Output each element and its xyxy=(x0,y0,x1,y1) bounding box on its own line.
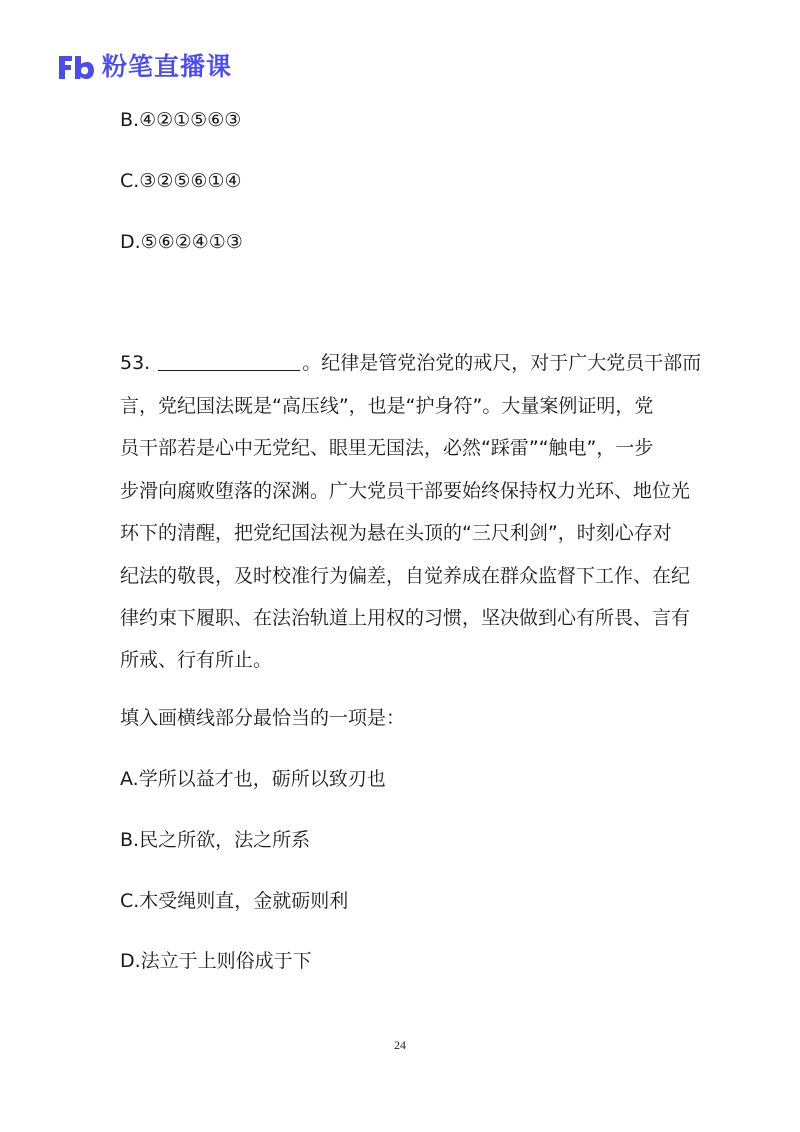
question-line-3: 员干部若是心中无党纪、眼里无国法，必然“踩雷”“触电”，一步 xyxy=(120,437,654,459)
prev-option-c: C.③②⑤⑥①④ xyxy=(120,170,242,192)
page-number: 24 xyxy=(394,1038,406,1052)
question-line-5: 环下的清醒，把党纪国法视为悬在头顶的“三尺利剑”，时刻心存对 xyxy=(120,522,672,544)
prev-option-d: D.⑤⑥②④①③ xyxy=(120,231,243,253)
question-line-6: 纪法的敬畏，及时校准行为偏差，自觉养成在群众监督下工作、在纪 xyxy=(120,565,691,587)
prev-option-b: B.④②①⑤⑥③ xyxy=(120,109,242,131)
brand-logo xyxy=(56,52,232,82)
question-text-1: 。纪律是管党治党的戒尺，对于广大党员干部而 xyxy=(302,352,702,374)
question-number: 53. xyxy=(120,352,151,374)
answer-blank xyxy=(158,369,300,371)
option-a: A.学所以益才也，砺所以致刃也 xyxy=(120,768,386,790)
question-line-7: 律约束下履职、在法治轨道上用权的习惯，坚决做到心有所畏、言有 xyxy=(120,607,691,629)
question-line-8: 所戒、行有所止。 xyxy=(120,649,273,671)
fb-logo-icon xyxy=(56,52,96,82)
question-prompt: 填入画横线部分最恰当的一项是： xyxy=(120,707,406,729)
question-line-2: 言，党纪国法既是“高压线”，也是“护身符”。大量案例证明，党 xyxy=(120,395,654,417)
option-d: D.法立于上则俗成于下 xyxy=(120,950,312,972)
brand-name: 粉笔直播课 xyxy=(102,52,233,81)
question-line-1 xyxy=(120,351,701,375)
option-b: B.民之所欲，法之所系 xyxy=(120,829,311,851)
option-c: C.木受绳则直，金就砺则利 xyxy=(120,890,349,912)
question-line-4: 步滑向腐败堕落的深渊。广大党员干部要始终保持权力光环、地位光 xyxy=(120,480,691,502)
